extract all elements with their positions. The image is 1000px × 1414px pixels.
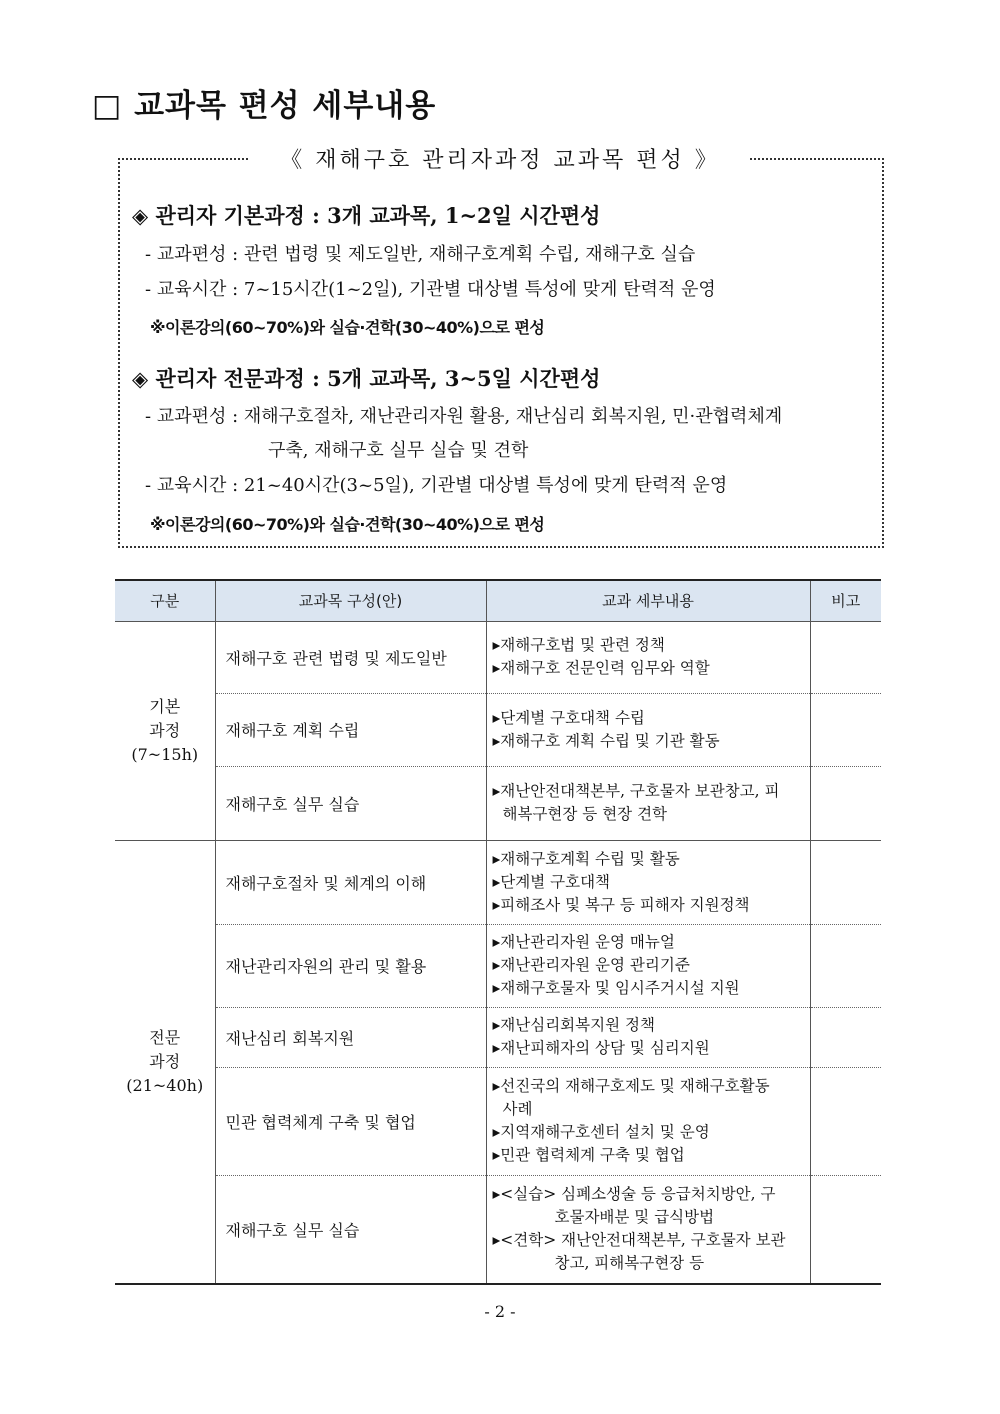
table-row: [115, 766, 881, 840]
remarks-cell: [810, 693, 881, 766]
detail-item: ▸재난안전대책본부, 구호물자 보관창고, 피: [492, 782, 780, 800]
page-title: □ 교과목 편성 세부내용: [92, 88, 437, 124]
remarks-cell: [810, 840, 881, 924]
curriculum-table: [115, 579, 881, 1285]
header-subject: 교과목 구성(안): [215, 580, 486, 621]
details-cell: [486, 840, 810, 924]
details-cell: [486, 693, 810, 766]
remarks-cell: [810, 621, 881, 693]
remarks-cell: [810, 924, 881, 1007]
remarks-cell: [810, 1007, 881, 1067]
expert-course-hours: - 교육시간 : 21~40시간(3~5일), 기관별 대상별 특성에 맞게 탄력적 운영: [145, 475, 728, 496]
subject-cell: 민관 협력체계 구축 및 협업: [215, 1067, 486, 1175]
table-row: [115, 693, 881, 766]
detail-item: ▸<견학> 재난안전대책본부, 구호물자 보관: [492, 1231, 786, 1250]
table-row: [115, 1175, 881, 1284]
subject-cell: 재난관리자원의 관리 및 활용: [215, 924, 486, 1007]
table-row: [115, 840, 881, 924]
details-cell: [486, 1175, 810, 1284]
category-label: 기본: [149, 696, 181, 716]
detail-item: ▸재해구호법 및 관련 정책: [492, 636, 665, 654]
category-hours: (21~40h): [126, 1075, 204, 1095]
header-remarks: 비고: [810, 580, 881, 621]
summary-box-caption: 《 재해구호 관리자과정 교과목 편성 》: [250, 143, 750, 174]
details-cell: [486, 924, 810, 1007]
category-hours: (7~15h): [131, 744, 199, 764]
basic-course-curriculum: - 교과편성 : 관련 법령 및 제도일반, 재해구호계획 수립, 재해구호 실습: [145, 244, 696, 265]
header-details: 교과 세부내용: [486, 580, 810, 621]
detail-item: ▸<실습> 심폐소생술 등 응급처치방안, 구: [492, 1185, 776, 1204]
subject-cell: 재해구호 계획 수립: [215, 693, 486, 766]
details-cell: [486, 766, 810, 840]
expert-course-category: [115, 840, 215, 1284]
table-header-row: [115, 580, 881, 621]
details-cell: [486, 1067, 810, 1175]
detail-item: ▸피해조사 및 복구 등 피해자 지원정책: [492, 895, 750, 914]
basic-course-note: ※이론강의(60~70%)와 실습·견학(30~40%)으로 편성: [150, 318, 545, 337]
detail-item: ▸재난심리회복지원 정책: [492, 1016, 655, 1034]
table-row: [115, 1007, 881, 1067]
details-cell: [486, 1007, 810, 1067]
expert-course-curriculum-cont: 구축, 재해구호 실무 실습 및 견학: [268, 440, 529, 461]
table-row: [115, 621, 881, 693]
expert-course-note: ※이론강의(60~70%)와 실습·견학(30~40%)으로 편성: [150, 515, 545, 534]
detail-item: ▸재해구호 전문인력 임무와 역할: [492, 659, 710, 677]
subject-cell: 재해구호 실무 실습: [215, 766, 486, 840]
details-cell: [486, 621, 810, 693]
detail-item: ▸선진국의 재해구호제도 및 재해구호활동: [492, 1077, 770, 1095]
detail-item: 호물자배분 및 급식방법: [554, 1208, 715, 1227]
detail-item: ▸재해구호계획 수립 및 활동: [492, 849, 680, 868]
subject-cell: 재해구호 실무 실습: [215, 1175, 486, 1284]
subject-cell: 재난심리 회복지원: [215, 1007, 486, 1067]
page-number: - 2 -: [484, 1302, 516, 1321]
remarks-cell: [810, 766, 881, 840]
category-label: 전문: [149, 1027, 181, 1047]
remarks-cell: [810, 1067, 881, 1175]
table-row: [115, 1067, 881, 1175]
basic-course-category: [115, 621, 215, 840]
detail-item: ▸재난피해자의 상담 및 심리지원: [492, 1039, 710, 1057]
detail-item: 해복구현장 등 현장 견학: [502, 805, 668, 823]
category-label: 과정: [149, 720, 181, 740]
subject-cell: 재해구호절차 및 체계의 이해: [215, 840, 486, 924]
category-label: 과정: [149, 1051, 181, 1071]
expert-course-curriculum: - 교과편성 : 재해구호절차, 재난관리자원 활용, 재난심리 회복지원, 민·관협력체계: [145, 406, 783, 427]
detail-item: ▸단계별 구호대책: [492, 872, 611, 891]
basic-course-hours: - 교육시간 : 7~15시간(1~2일), 기관별 대상별 특성에 맞게 탄력적 운영: [145, 279, 716, 300]
expert-course-heading: ◈ 관리자 전문과정 : 5개 교과목, 3~5일 시간편성: [132, 366, 601, 391]
header-category: 구분: [115, 580, 215, 621]
detail-item: ▸재난관리자원 운영 관리기준: [492, 956, 690, 974]
remarks-cell: [810, 1175, 881, 1284]
detail-item: ▸재해구호 계획 수립 및 기관 활동: [492, 731, 720, 750]
table-row: [115, 924, 881, 1007]
detail-item: ▸지역재해구호센터 설치 및 운영: [492, 1123, 710, 1141]
detail-item: ▸단계별 구호대책 수립: [492, 708, 645, 727]
subject-cell: 재해구호 관련 법령 및 제도일반: [215, 621, 486, 693]
detail-item: 창고, 피해복구현장 등: [554, 1254, 705, 1273]
detail-item: ▸재난관리자원 운영 매뉴얼: [492, 933, 675, 951]
detail-item: 사례: [502, 1100, 533, 1118]
detail-item: ▸재해구호물자 및 임시주거시설 지원: [492, 979, 740, 997]
basic-course-heading: ◈ 관리자 기본과정 : 3개 교과목, 1~2일 시간편성: [132, 203, 601, 228]
detail-item: ▸민관 협력체계 구축 및 협업: [492, 1146, 685, 1164]
